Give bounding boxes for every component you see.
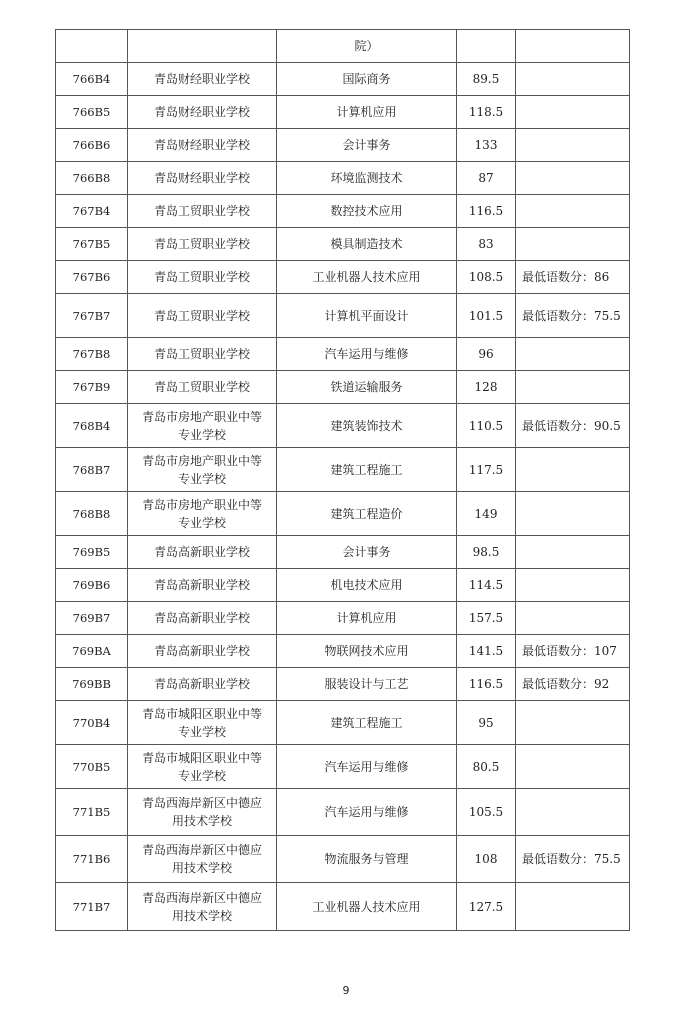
cell-major: 计算机应用 — [277, 96, 457, 129]
cell-school: 青岛市房地产职业中等专业学校 — [128, 404, 277, 448]
cell-major: 建筑工程施工 — [277, 448, 457, 492]
cell-score: 83 — [457, 228, 516, 261]
cell-score: 116.5 — [457, 195, 516, 228]
cell-score: 118.5 — [457, 96, 516, 129]
table-row — [56, 404, 630, 448]
cell-code: 767B5 — [56, 228, 128, 261]
cell-note — [516, 228, 630, 261]
cell-note — [516, 129, 630, 162]
table-row — [56, 195, 630, 228]
cell-school: 青岛工贸职业学校 — [128, 228, 277, 261]
table-row — [56, 96, 630, 129]
cell-school: 青岛高新职业学校 — [128, 668, 277, 701]
table-row — [56, 836, 630, 883]
cell-score: 116.5 — [457, 668, 516, 701]
cell-code — [56, 30, 128, 63]
cell-score — [457, 30, 516, 63]
cell-school: 青岛财经职业学校 — [128, 162, 277, 195]
cell-school: 青岛西海岸新区中德应用技术学校 — [128, 836, 277, 883]
cell-note — [516, 569, 630, 602]
cell-note: 最低语数分：107 — [516, 635, 630, 668]
cell-school: 青岛高新职业学校 — [128, 569, 277, 602]
admission-score-table — [55, 29, 630, 931]
cell-note — [516, 195, 630, 228]
cell-note — [516, 602, 630, 635]
cell-score: 80.5 — [457, 745, 516, 789]
cell-major: 模具制造技术 — [277, 228, 457, 261]
table-row — [56, 635, 630, 668]
cell-major: 建筑装饰技术 — [277, 404, 457, 448]
cell-score: 149 — [457, 492, 516, 536]
cell-code: 766B5 — [56, 96, 128, 129]
cell-code: 768B4 — [56, 404, 128, 448]
cell-note: 最低语数分：75.5 — [516, 836, 630, 883]
table-row — [56, 448, 630, 492]
cell-school: 青岛工贸职业学校 — [128, 195, 277, 228]
table-row — [56, 745, 630, 789]
cell-code: 771B5 — [56, 789, 128, 836]
cell-school: 青岛西海岸新区中德应用技术学校 — [128, 883, 277, 931]
table-row — [56, 228, 630, 261]
table-row — [56, 789, 630, 836]
cell-school: 青岛高新职业学校 — [128, 602, 277, 635]
cell-score: 98.5 — [457, 536, 516, 569]
cell-note — [516, 338, 630, 371]
cell-note — [516, 789, 630, 836]
cell-major: 物流服务与管理 — [277, 836, 457, 883]
cell-code: 769B6 — [56, 569, 128, 602]
table-body — [56, 30, 630, 931]
table-row — [56, 338, 630, 371]
cell-score: 96 — [457, 338, 516, 371]
cell-major: 数控技术应用 — [277, 195, 457, 228]
cell-score: 114.5 — [457, 569, 516, 602]
cell-school: 青岛工贸职业学校 — [128, 371, 277, 404]
cell-major: 机电技术应用 — [277, 569, 457, 602]
cell-code: 767B4 — [56, 195, 128, 228]
cell-note — [516, 492, 630, 536]
cell-code: 771B7 — [56, 883, 128, 931]
cell-school: 青岛市城阳区职业中等专业学校 — [128, 701, 277, 745]
cell-major: 建筑工程施工 — [277, 701, 457, 745]
cell-note: 最低语数分：92 — [516, 668, 630, 701]
cell-major: 物联网技术应用 — [277, 635, 457, 668]
cell-school: 青岛财经职业学校 — [128, 96, 277, 129]
cell-major: 工业机器人技术应用 — [277, 883, 457, 931]
table-row — [56, 129, 630, 162]
cell-major: 会计事务 — [277, 129, 457, 162]
cell-score: 101.5 — [457, 294, 516, 338]
table-row — [56, 30, 630, 63]
cell-score: 108.5 — [457, 261, 516, 294]
cell-score: 128 — [457, 371, 516, 404]
cell-score: 157.5 — [457, 602, 516, 635]
cell-code: 766B4 — [56, 63, 128, 96]
cell-note — [516, 162, 630, 195]
cell-major: 建筑工程造价 — [277, 492, 457, 536]
cell-score: 127.5 — [457, 883, 516, 931]
cell-note — [516, 96, 630, 129]
cell-major: 服装设计与工艺 — [277, 668, 457, 701]
cell-code: 767B6 — [56, 261, 128, 294]
cell-school: 青岛市房地产职业中等专业学校 — [128, 448, 277, 492]
table-row — [56, 668, 630, 701]
cell-score: 117.5 — [457, 448, 516, 492]
cell-code: 766B6 — [56, 129, 128, 162]
cell-school: 青岛工贸职业学校 — [128, 294, 277, 338]
cell-code: 771B6 — [56, 836, 128, 883]
cell-major: 铁道运输服务 — [277, 371, 457, 404]
cell-major: 会计事务 — [277, 536, 457, 569]
cell-major: 国际商务 — [277, 63, 457, 96]
table-row — [56, 883, 630, 931]
cell-note — [516, 701, 630, 745]
cell-score: 110.5 — [457, 404, 516, 448]
cell-score: 87 — [457, 162, 516, 195]
cell-note — [516, 63, 630, 96]
cell-school: 青岛西海岸新区中德应用技术学校 — [128, 789, 277, 836]
table-row — [56, 63, 630, 96]
cell-major: 汽车运用与维修 — [277, 789, 457, 836]
cell-code: 770B5 — [56, 745, 128, 789]
cell-school: 青岛高新职业学校 — [128, 536, 277, 569]
cell-note: 最低语数分：86 — [516, 261, 630, 294]
cell-note — [516, 30, 630, 63]
cell-score: 133 — [457, 129, 516, 162]
cell-code: 767B9 — [56, 371, 128, 404]
table-row — [56, 162, 630, 195]
cell-code: 767B7 — [56, 294, 128, 338]
cell-score: 105.5 — [457, 789, 516, 836]
cell-score: 95 — [457, 701, 516, 745]
table-row — [56, 701, 630, 745]
cell-code: 769BA — [56, 635, 128, 668]
cell-school: 青岛财经职业学校 — [128, 129, 277, 162]
cell-code: 769BB — [56, 668, 128, 701]
cell-code: 766B8 — [56, 162, 128, 195]
table-row — [56, 602, 630, 635]
table-row — [56, 492, 630, 536]
cell-major: 计算机应用 — [277, 602, 457, 635]
cell-note — [516, 448, 630, 492]
cell-note — [516, 371, 630, 404]
cell-major: 汽车运用与维修 — [277, 338, 457, 371]
table-row — [56, 536, 630, 569]
cell-major: 环境监测技术 — [277, 162, 457, 195]
cell-note: 最低语数分：90.5 — [516, 404, 630, 448]
cell-code: 768B7 — [56, 448, 128, 492]
cell-school: 青岛工贸职业学校 — [128, 261, 277, 294]
cell-note: 最低语数分：75.5 — [516, 294, 630, 338]
cell-school: 青岛市房地产职业中等专业学校 — [128, 492, 277, 536]
cell-code: 769B7 — [56, 602, 128, 635]
cell-code: 770B4 — [56, 701, 128, 745]
cell-code: 769B5 — [56, 536, 128, 569]
cell-code: 767B8 — [56, 338, 128, 371]
cell-school: 青岛高新职业学校 — [128, 635, 277, 668]
cell-school — [128, 30, 277, 63]
cell-score: 141.5 — [457, 635, 516, 668]
cell-code: 768B8 — [56, 492, 128, 536]
cell-school: 青岛财经职业学校 — [128, 63, 277, 96]
cell-major: 院） — [277, 30, 457, 63]
cell-note — [516, 745, 630, 789]
cell-major: 工业机器人技术应用 — [277, 261, 457, 294]
cell-major: 计算机平面设计 — [277, 294, 457, 338]
table-row — [56, 371, 630, 404]
table-row — [56, 569, 630, 602]
cell-major: 汽车运用与维修 — [277, 745, 457, 789]
cell-note — [516, 536, 630, 569]
cell-school: 青岛工贸职业学校 — [128, 338, 277, 371]
cell-school: 青岛市城阳区职业中等专业学校 — [128, 745, 277, 789]
cell-note — [516, 883, 630, 931]
table-row — [56, 294, 630, 338]
cell-score: 89.5 — [457, 63, 516, 96]
page-number: 9 — [342, 984, 350, 997]
cell-score: 108 — [457, 836, 516, 883]
table-row — [56, 261, 630, 294]
